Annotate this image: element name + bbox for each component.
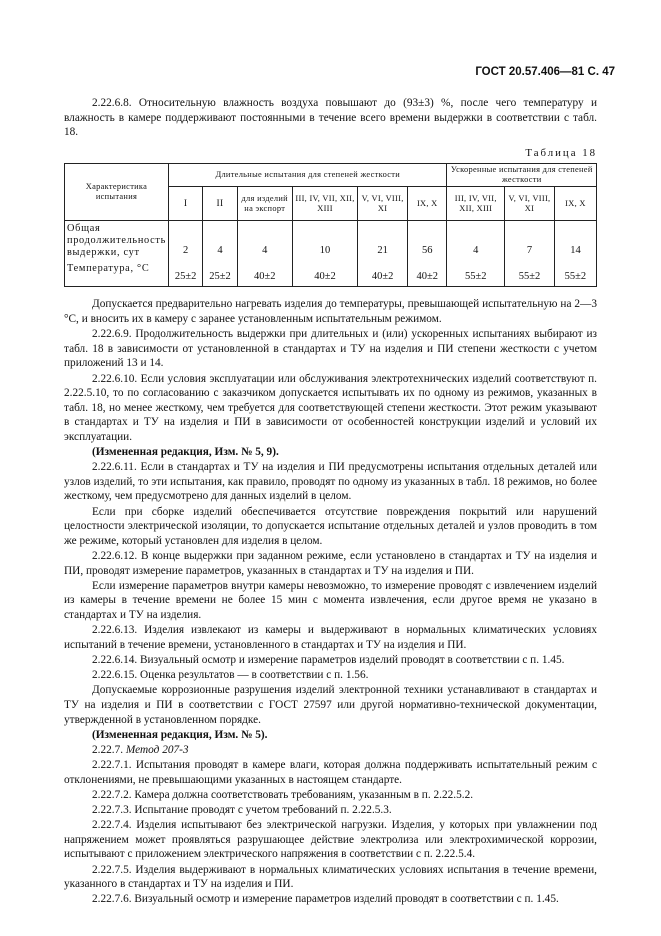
table-cell: 56 — [408, 221, 447, 261]
table-cell: 55±2 — [505, 261, 555, 287]
col-header: III, IV, VII, XII, XIII — [447, 187, 505, 221]
paragraph: 2.22.6.8. Относительную влажность воздуха повышают до (93±3) %, после чего температуру и влажность в камере поддерживают постоянными в течение всего времени выдержки в соответствии с табл. 18. — [64, 97, 597, 139]
paragraph: 2.22.7.6. Визуальный осмотр и измерение параметров изделий проводят в соответствии с п. 1.45. — [92, 893, 559, 906]
table-cell: 40±2 — [408, 261, 447, 287]
section-heading — [64, 743, 597, 758]
col-header: для изделий на экспорт — [237, 187, 292, 221]
paragraph: 2.22.6.14. Визуальный осмотр и измерение параметров изделий проводят в соответствии с п. 1.45. — [92, 653, 565, 666]
col-header: IX, X — [554, 187, 596, 221]
paragraph: 2.22.6.12. В конце выдержки при заданном режиме, если установлено в стандартах и ТУ на изделия и ПИ, проводят измерение параметров, указанных в стандартах и ТУ на изделия и ПИ. — [64, 550, 597, 577]
table-cell: 4 — [203, 221, 237, 261]
table-cell: 40±2 — [292, 261, 357, 287]
table-cell: 40±2 — [358, 261, 408, 287]
table-cell: 55±2 — [554, 261, 596, 287]
paragraph: 2.22.6.10. Если условия эксплуатации или обслуживания электротехнических изделий соответствуют п. 2.22.5.10, то по согласованию с заказчиком допускается испытывать их по одному из режимов, указанных в табл. 18, но менее жесткому, чем требуется для соответствующей степени жесткости. Этот режим указывают в стандартах и ТУ на изделия и ПИ в зависимости от особенностей конструкции изделий и условий их эксплуатации. — [64, 372, 597, 443]
table-cell: 25±2 — [169, 261, 203, 287]
col-header: V, VI, VIII, XI — [358, 187, 408, 221]
amendment-note: (Измененная редакция, Изм. № 5, 9). — [92, 446, 279, 459]
paragraph: Если измерение параметров внутри камеры невозможно, то измерение проводят с извлечением изделий из камеры в течение времени не более 15 мин с момента извлечения, если другое время не указано в стандартах и ТУ на изделия. — [64, 579, 597, 621]
table-18 — [64, 163, 597, 287]
col-header: I — [169, 187, 203, 221]
table-cell: 21 — [358, 221, 408, 261]
table-cell: 40±2 — [237, 261, 292, 287]
table-cell: 4 — [237, 221, 292, 261]
paragraph: 2.22.7.3. Испытание проводят с учетом требований п. 2.22.5.3. — [92, 804, 392, 817]
row-label-temperature: Температура, °С — [65, 261, 169, 287]
table-caption: Таблица 18 — [525, 146, 597, 159]
paragraph: 2.22.7.4. Изделия испытывают без электрической нагрузки. Изделия, у которых при увлажнении под напряжением может проявляться разрушающее действие электролиза или электрохимической коррозии, испытывают с приложением электрического напряжения в соответствии с п. 2.22.5.4. — [64, 819, 597, 861]
paragraph: 2.22.6.11. Если в стандартах и ТУ на изделия и ПИ предусмотрены испытания отдельных деталей или узлов изделий, то эти испытания, как правило, проводят по одному из указанных в табл. 18 режимов, но более жесткому, чем предусмотрено для данных изделий в целом. — [64, 461, 597, 503]
paragraph: Допускаемые коррозионные разрушения изделий электронной техники устанавливают в стандартах и ТУ на изделия и ПИ в соответствии с ГОСТ 27597 или другой нормативно-технической документации, утвержденной в установленном порядке. — [64, 684, 597, 726]
row-label-duration: Общая продолжительность выдержки, сут — [65, 221, 169, 261]
paragraph: Допускается предварительно нагревать изделия до температуры, превышающей испытательную на 2—3 °С, и вносить их в камеру с заранее установленным испытательным режимом. — [64, 298, 597, 325]
method-name: Метод 207-3 — [125, 743, 189, 756]
table-cell: 2 — [169, 221, 203, 261]
paragraph: 2.22.6.15. Оценка результатов — в соответствии с п. 1.56. — [92, 669, 369, 682]
col-header: V, VI, VIII, XI — [505, 187, 555, 221]
paragraph: 2.22.6.9. Продолжительность выдержки при длительных и (или) ускоренных испытаниях выбирают из табл. 18 в зависимости от установленной в стандартах и ТУ на изделия и ПИ степени жесткости с учетом приложений 13 и 14. — [64, 328, 597, 370]
amendment-note: (Измененная редакция, Изм. № 5). — [92, 728, 268, 741]
document-body — [64, 96, 597, 908]
paragraph: Если при сборке изделий обеспечивается отсутствие повреждения покрытий или нарушений целостности электрической изоляции, то допускается испытание отдельных деталей и узлов проводить в том же режиме, который установлен для изделия в целом. — [64, 505, 597, 547]
table-cell: 55±2 — [447, 261, 505, 287]
table-cell: 25±2 — [203, 261, 237, 287]
table-cell: 7 — [505, 221, 555, 261]
page-header: ГОСТ 20.57.406—81 С. 47 — [475, 66, 615, 78]
paragraph: 2.22.6.13. Изделия извлекают из камеры и выдерживают в нормальных климатических условиях испытаний в течение времени, установленного в стандартах и ТУ на изделия и ПИ. — [64, 624, 597, 651]
table-cell: 4 — [447, 221, 505, 261]
table-header-long-tests: Длительные испытания для степеней жесткости — [169, 164, 447, 187]
paragraph: 2.22.7.1. Испытания проводят в камере влаги, которая должна поддерживать испытательный режим с отклонениями, не превышающими указанных в настоящем стандарте. — [64, 759, 597, 786]
col-header: III, IV, VII, XII, XIII — [292, 187, 357, 221]
table-cell: 10 — [292, 221, 357, 261]
table-header-accelerated-tests: Ускоренные испытания для степеней жесткости — [447, 164, 597, 187]
paragraph: 2.22.7.5. Изделия выдерживают в нормальных климатических условиях испытания в течение времени, указанного в стандартах и ТУ на изделия и ПИ. — [64, 863, 597, 891]
col-header: IX, X — [408, 187, 447, 221]
table-cell: 14 — [554, 221, 596, 261]
section-number: 2.22.7. — [92, 743, 124, 756]
paragraph: 2.22.7.2. Камера должна соответствовать требованиям, указанным в п. 2.22.5.2. — [92, 788, 474, 801]
table-header-characteristic: Характеристика испытания — [65, 164, 169, 221]
col-header: II — [203, 187, 237, 221]
